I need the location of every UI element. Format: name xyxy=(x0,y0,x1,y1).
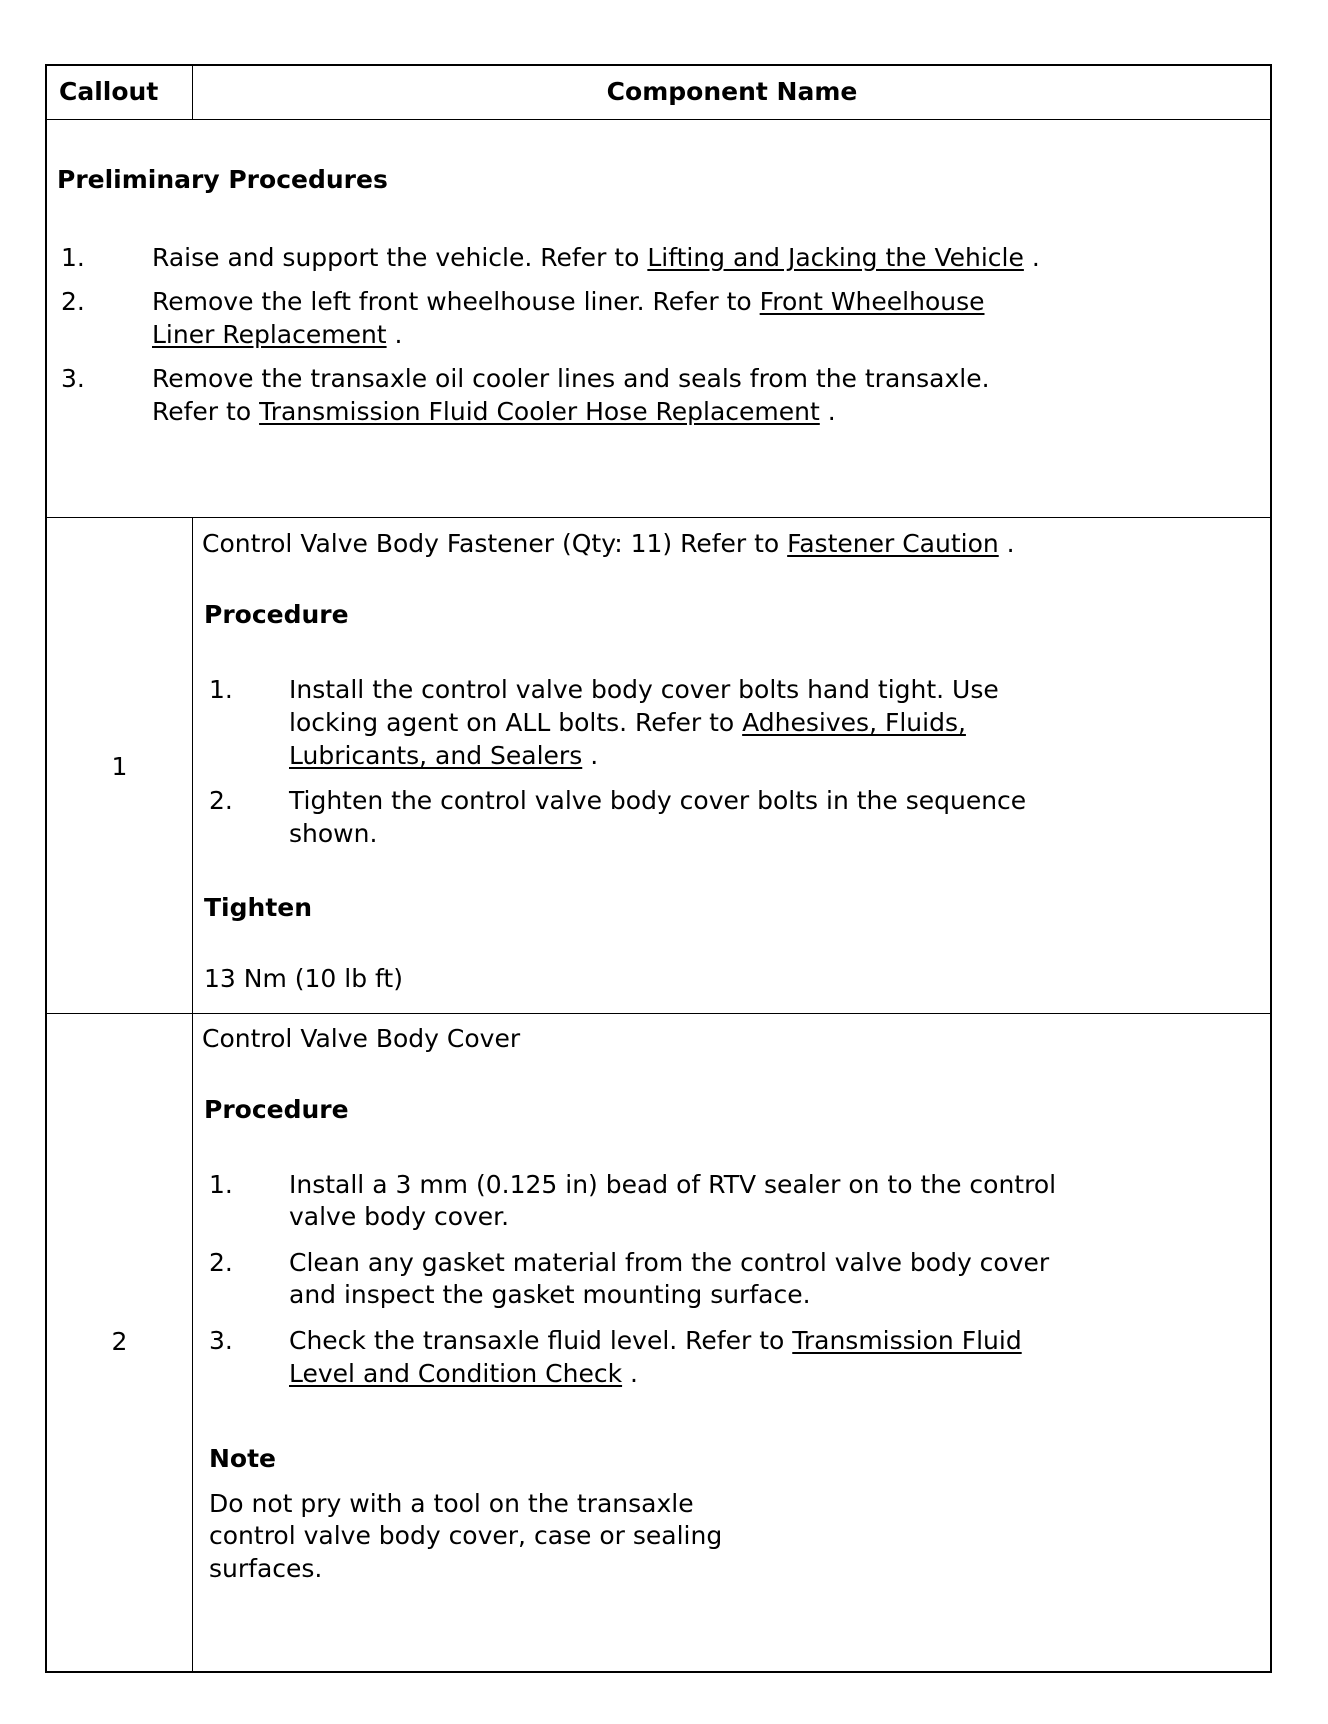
prelim-step-2-line1: Remove the left front wheelhouse liner. Refer to Front Wheelhouse xyxy=(152,287,985,316)
step-number: 2. xyxy=(209,786,233,815)
prelim-step-number: 3. xyxy=(61,364,85,393)
step-text: Clean any gasket material from the control valve body cover xyxy=(289,1248,1050,1277)
cooler-hose-link[interactable]: Transmission Fluid Cooler Hose Replacement xyxy=(259,397,820,426)
adhesives-link[interactable]: Adhesives, Fluids, xyxy=(742,708,966,737)
component-name: Control Valve Body Cover xyxy=(202,1024,521,1053)
fluid-level-link-cont[interactable]: Level and Condition Check xyxy=(289,1359,623,1388)
note-text: control valve body cover, case or sealing xyxy=(209,1521,723,1550)
callout-number: 1 xyxy=(111,752,128,781)
step-text: and inspect the gasket mounting surface. xyxy=(289,1280,811,1309)
fastener-caution-link[interactable]: Fastener Caution xyxy=(787,529,999,558)
preliminary-title: Preliminary Procedures xyxy=(57,165,388,194)
step-text: Tighten the control valve body cover bolts in the sequence xyxy=(289,786,1027,815)
prelim-step-2-line2: Liner Replacement . xyxy=(152,320,403,349)
adhesives-link-cont[interactable]: Lubricants, and Sealers xyxy=(289,741,583,770)
prelim-step-1: Raise and support the vehicle. Refer to Lifting and Jacking the Vehicle . xyxy=(152,243,1040,272)
step-text: locking agent on ALL bolts. Refer to Adhesives, Fluids, xyxy=(289,708,966,737)
wheelhouse-liner-link[interactable]: Front Wheelhouse xyxy=(759,287,985,316)
step-text: Check the transaxle fluid level. Refer to Transmission Fluid xyxy=(289,1326,1022,1355)
fluid-level-link[interactable]: Transmission Fluid xyxy=(792,1326,1022,1355)
note-title: Note xyxy=(209,1444,277,1473)
lifting-jacking-link[interactable]: Lifting and Jacking the Vehicle xyxy=(647,243,1024,272)
callout-number: 2 xyxy=(111,1327,128,1356)
column-divider xyxy=(192,517,193,1671)
step-text: Lubricants, and Sealers . xyxy=(289,741,599,770)
step-text: valve body cover. xyxy=(289,1202,510,1231)
prelim-step-3-line1: Remove the transaxle oil cooler lines and seals from the transaxle. xyxy=(152,364,990,393)
step-text: Install the control valve body cover bolts hand tight. Use xyxy=(289,675,999,704)
header-divider xyxy=(47,119,1270,120)
component-name-header: Component Name xyxy=(606,77,858,106)
prelim-step-number: 2. xyxy=(61,287,85,316)
step-number: 1. xyxy=(209,1170,233,1199)
wheelhouse-liner-link-cont[interactable]: Liner Replacement xyxy=(152,320,387,349)
step-text: Install a 3 mm (0.125 in) bead of RTV sealer on to the control xyxy=(289,1170,1057,1199)
component-name: Control Valve Body Fastener (Qty: 11) Refer to Fastener Caution . xyxy=(202,529,1015,558)
torque-value: 13 Nm (10 lb ft) xyxy=(204,964,403,993)
prelim-step-3-line2: Refer to Transmission Fluid Cooler Hose Replacement . xyxy=(152,397,836,426)
prelim-step-number: 1. xyxy=(61,243,85,272)
component-table xyxy=(45,64,1272,1673)
step-text: shown. xyxy=(289,819,378,848)
procedure-title: Procedure xyxy=(204,600,349,629)
note-text: Do not pry with a tool on the transaxle xyxy=(209,1489,694,1518)
step-number: 3. xyxy=(209,1326,233,1355)
step-number: 1. xyxy=(209,675,233,704)
callout-header: Callout xyxy=(59,77,159,106)
step-text: Level and Condition Check . xyxy=(289,1359,638,1388)
step-number: 2. xyxy=(209,1248,233,1277)
row-divider xyxy=(47,517,1270,518)
note-text: surfaces. xyxy=(209,1554,323,1583)
tighten-title: Tighten xyxy=(204,893,313,922)
row-divider xyxy=(47,1013,1270,1014)
procedure-title: Procedure xyxy=(204,1095,349,1124)
